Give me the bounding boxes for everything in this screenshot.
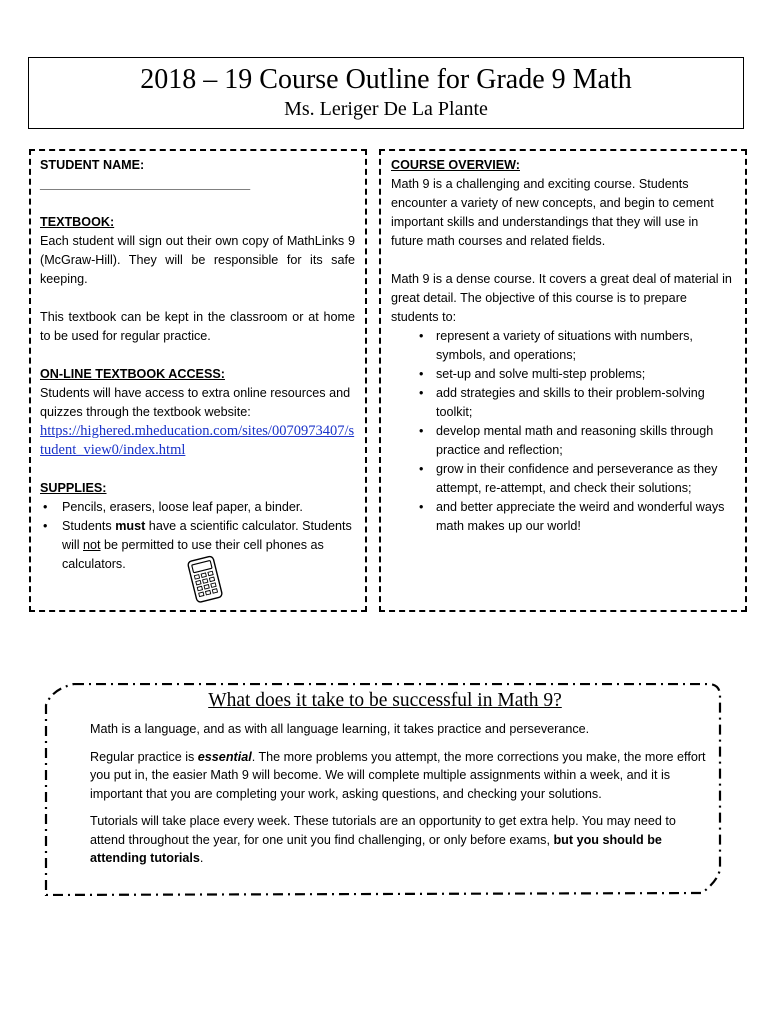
online-access-heading: ON-LINE TEXTBOOK ACCESS: <box>40 367 225 381</box>
list-item: • add strategies and skills to their problem-solving toolkit; <box>391 384 733 422</box>
student-name-field[interactable]: STUDENT NAME: ______________________________ <box>40 158 251 191</box>
course-overview-paragraph: Math 9 is a challenging and exciting course. Students encounter a variety of new concepts, and begin to cement important skills and understandings that they will use in future math courses and related fields. <box>391 177 714 248</box>
textbook-heading: TEXTBOOK: <box>40 215 115 229</box>
success-paragraph-3: Tutorials will take place every week. These tutorials are an opportunity to get extra help. You may need to attend throughout the year, for one unit you find challenging, or only before exams, but you should be attending tutorials. <box>90 814 676 865</box>
page-title: 2018 – 19 Course Outline for Grade 9 Math <box>140 64 632 95</box>
textbook-paragraph: Each student will sign out their own copy of MathLinks 9 (McGraw-Hill). They will be responsible for its safe keeping. <box>40 234 355 286</box>
list-item: • and better appreciate the weird and wonderful ways math makes up our world! <box>391 498 733 536</box>
success-box <box>44 683 722 896</box>
course-overview-heading: COURSE OVERVIEW: <box>391 158 520 172</box>
supplies-heading: SUPPLIES: <box>40 481 107 495</box>
calculator-icon <box>186 555 226 603</box>
textbook-website-link[interactable]: https://highered.mheducation.com/sites/0070973407/student_view0/index.html <box>40 423 355 458</box>
objectives-list <box>391 327 733 536</box>
list-item: • develop mental math and reasoning skills through practice and reflection; <box>391 422 733 460</box>
online-access-paragraph: Students will have access to extra online resources and quizzes through the textbook website: <box>40 386 351 419</box>
teacher-name: Ms. Leriger De La Plante <box>284 98 488 120</box>
student-info-panel <box>29 149 367 612</box>
success-paragraph-1: Math is a language, and as with all language learning, it takes practice and perseverance. <box>90 722 590 736</box>
list-item: • set-up and solve multi-step problems; <box>391 365 733 384</box>
course-overview-panel <box>379 149 747 612</box>
success-title: What does it take to be successful in Math 9? <box>208 690 562 711</box>
course-objective-paragraph: Math 9 is a dense course. It covers a great deal of material in great detail. The objective of this course is to prepare students to: <box>391 272 732 324</box>
list-item: • Students must have a scientific calculator. Students will not be permitted to use their cell phones as calculators. <box>40 517 355 574</box>
list-item: • grow in their confidence and perseverance as they attempt, re-attempt, and check their solutions; <box>391 460 733 498</box>
success-paragraph-2: Regular practice is essential. The more problems you attempt, the more corrections you make, the more effort you put in, the easier Math 9 will become. We will complete multiple assignments within a week, and it is important that you are completing your work, asking questions, and checking your solutions. <box>90 749 706 801</box>
list-item: • represent a variety of situations with numbers, symbols, and operations; <box>391 327 733 365</box>
textbook-usage-paragraph: This textbook can be kept in the classroom or at home to be used for regular practice. <box>40 310 355 343</box>
title-box <box>28 57 744 129</box>
list-item: • Pencils, erasers, loose leaf paper, a binder. <box>40 498 355 517</box>
